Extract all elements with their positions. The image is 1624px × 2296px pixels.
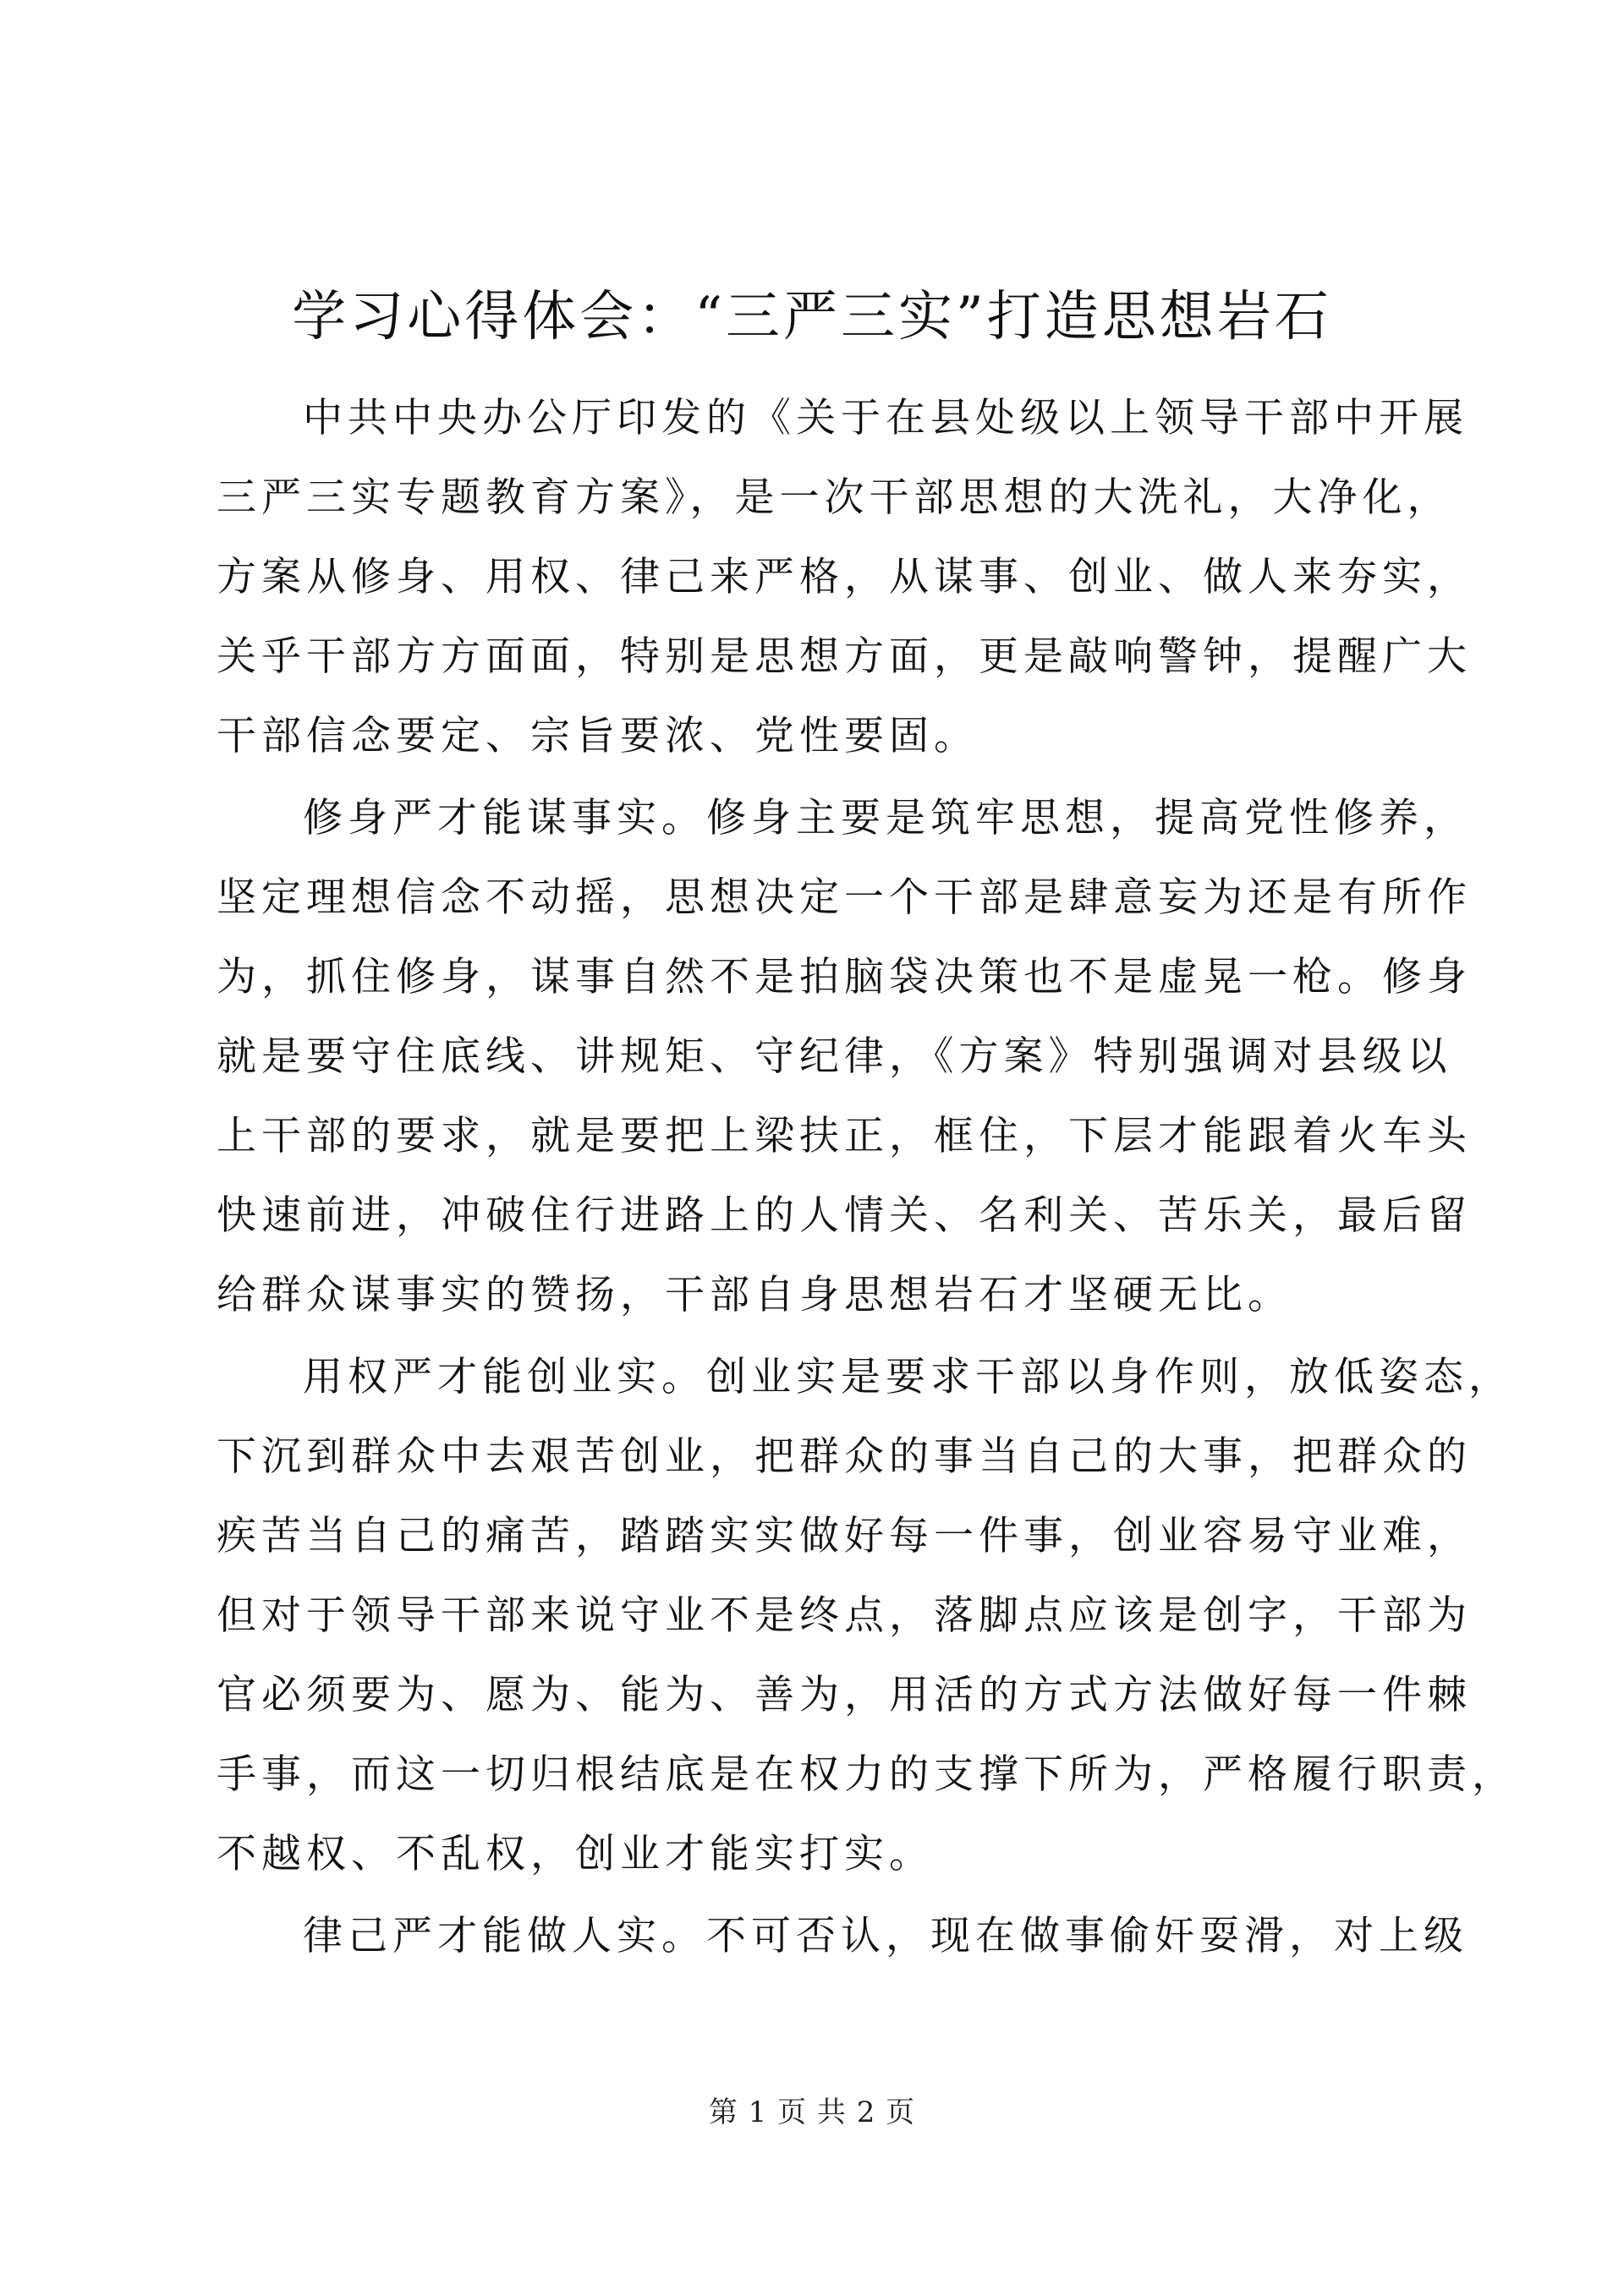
paragraph [217, 1897, 1468, 1976]
paragraph [217, 379, 1472, 776]
text-line: 律己严才能做人实。不可否认，现在做事偷奸耍滑，对上级 [303, 1913, 1468, 1959]
text-line: 坚定理想信念不动摇，思想决定一个干部是肆意妄为还是有所作 [217, 874, 1472, 921]
document-body [217, 379, 1517, 1979]
text-line: 方案从修身、用权、律己来严格，从谋事、创业、做人来夯实， [217, 554, 1472, 600]
paragraph [217, 779, 1472, 1335]
document-title: 学习心得体会：“三严三实”打造思想岩石 [292, 286, 1332, 348]
text-line: 官必须要为、愿为、能为、善为，用活的方式方法做好每一件棘 [217, 1672, 1472, 1718]
text-line: 用权严才能创业实。创业实是要求干部以身作则，放低姿态， [303, 1354, 1513, 1400]
text-line: 为，抓住修身，谋事自然不是拍脑袋决策也不是虚晃一枪。修身 [217, 954, 1472, 1000]
text-line: 不越权、不乱权，创业才能实打实。 [217, 1831, 934, 1877]
text-line: 下沉到群众中去艰苦创业，把群众的事当自己的大事，把群众的 [217, 1433, 1472, 1480]
text-line: 快速前进，冲破住行进路上的人情关、名利关、苦乐关，最后留 [217, 1192, 1472, 1239]
paragraph [217, 1338, 1517, 1894]
text-line: 就是要守住底线、讲规矩、守纪律，《方案》特别强调对县级以 [217, 1033, 1452, 1080]
text-line: 疾苦当自己的痛苦，踏踏实实做好每一件事，创业容易守业难， [217, 1513, 1472, 1559]
text-line: 但对于领导干部来说守业不是终点，落脚点应该是创字，干部为 [217, 1592, 1472, 1639]
page-number-footer: 第 1 页 共 2 页 [708, 2096, 916, 2129]
text-line: 中共中央办公厅印发的《关于在县处级以上领导干部中开展 [303, 395, 1468, 441]
text-line: 三严三实专题教育方案》，是一次干部思想的大洗礼，大净化， [217, 474, 1452, 521]
text-line: 手事，而这一切归根结底是在权力的支撑下所为，严格履行职责， [217, 1751, 1517, 1798]
text-line: 干部信念要定、宗旨要浓、党性要固。 [217, 713, 979, 759]
text-line: 给群众谋事实的赞扬，干部自身思想岩石才坚硬无比。 [217, 1272, 1292, 1318]
text-line: 修身严才能谋事实。修身主要是筑牢思想，提高党性修养， [303, 795, 1468, 841]
text-line: 上干部的要求，就是要把上梁扶正，框住，下层才能跟着火车头 [217, 1113, 1472, 1159]
text-line: 关乎干部方方面面，特别是思想方面，更是敲响警钟，提醒广大 [217, 633, 1472, 680]
